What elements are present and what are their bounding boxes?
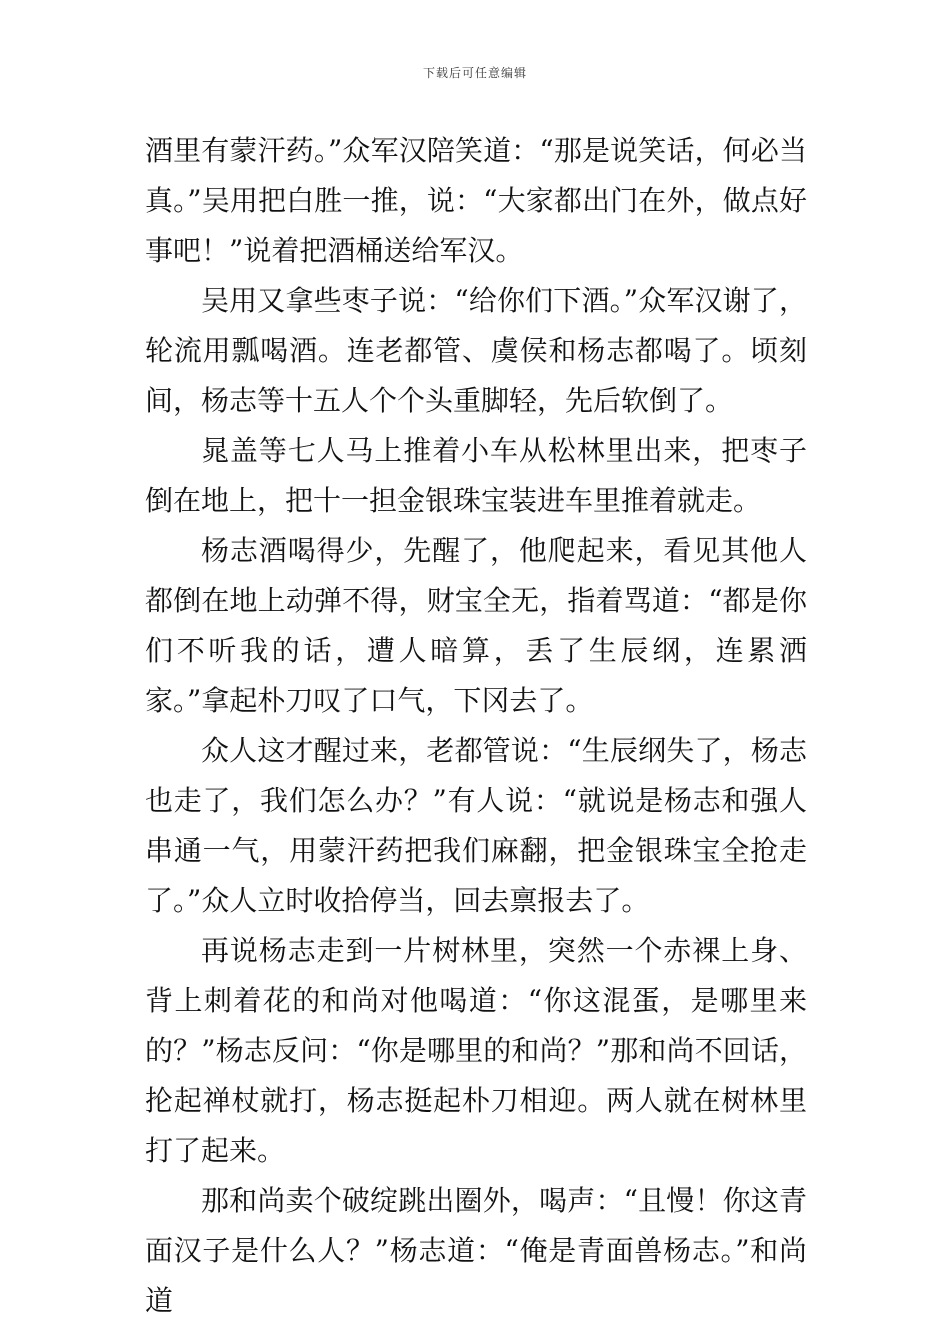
paragraph-5: 众人这才醒过来，老都管说：“生辰纲失了，杨志也走了，我们怎么办？”有人说：“就说是杨志和强人串通一气，用蒙汗药把我们麻翻，把金银珠宝全抢走了。”众人立时收拾停当，回去禀报去了。 xyxy=(145,734,807,917)
paragraph-4: 杨志酒喝得少，先醒了，他爬起来，看见其他人都倒在地上动弹不得，财宝全无，指着骂道：“都是你们不听我的话，遭人暗算，丢了生辰纲，连累洒家。”拿起朴刀叹了口气，下冈去了。 xyxy=(145,534,807,717)
paragraph-3: 晁盖等七人马上推着小车从松林里出来，把枣子倒在地上，把十一担金银珠宝装进车里推着就走。 xyxy=(145,434,807,517)
paragraph-1: 酒里有蒙汗药。”众军汉陪笑道：“那是说笑话，何必当真。”吴用把白胜一推，说：“大家都出门在外，做点好事吧！”说着把酒桶送给军汉。 xyxy=(145,134,807,267)
paragraph-7: 那和尚卖个破绽跳出圈外，喝声：“且慢！你这青面汉子是什么人？”杨志道：“俺是青面兽杨志。”和尚道 xyxy=(145,1184,807,1317)
document-body xyxy=(145,126,807,1326)
paragraph-6: 再说杨志走到一片树林里，突然一个赤裸上身、背上刺着花的和尚对他喝道：“你这混蛋，是哪里来的？”杨志反问：“你是哪里的和尚？”那和尚不回话，抡起禅杖就打，杨志挺起朴刀相迎。两人就在树林里打了起来。 xyxy=(145,934,807,1167)
page-header: 下载后可任意编辑 xyxy=(422,66,527,80)
paragraph-2: 吴用又拿些枣子说：“给你们下酒。”众军汉谢了，轮流用瓢喝酒。连老都管、虞侯和杨志都喝了。顷刻间，杨志等十五人个个头重脚轻，先后软倒了。 xyxy=(145,284,807,417)
